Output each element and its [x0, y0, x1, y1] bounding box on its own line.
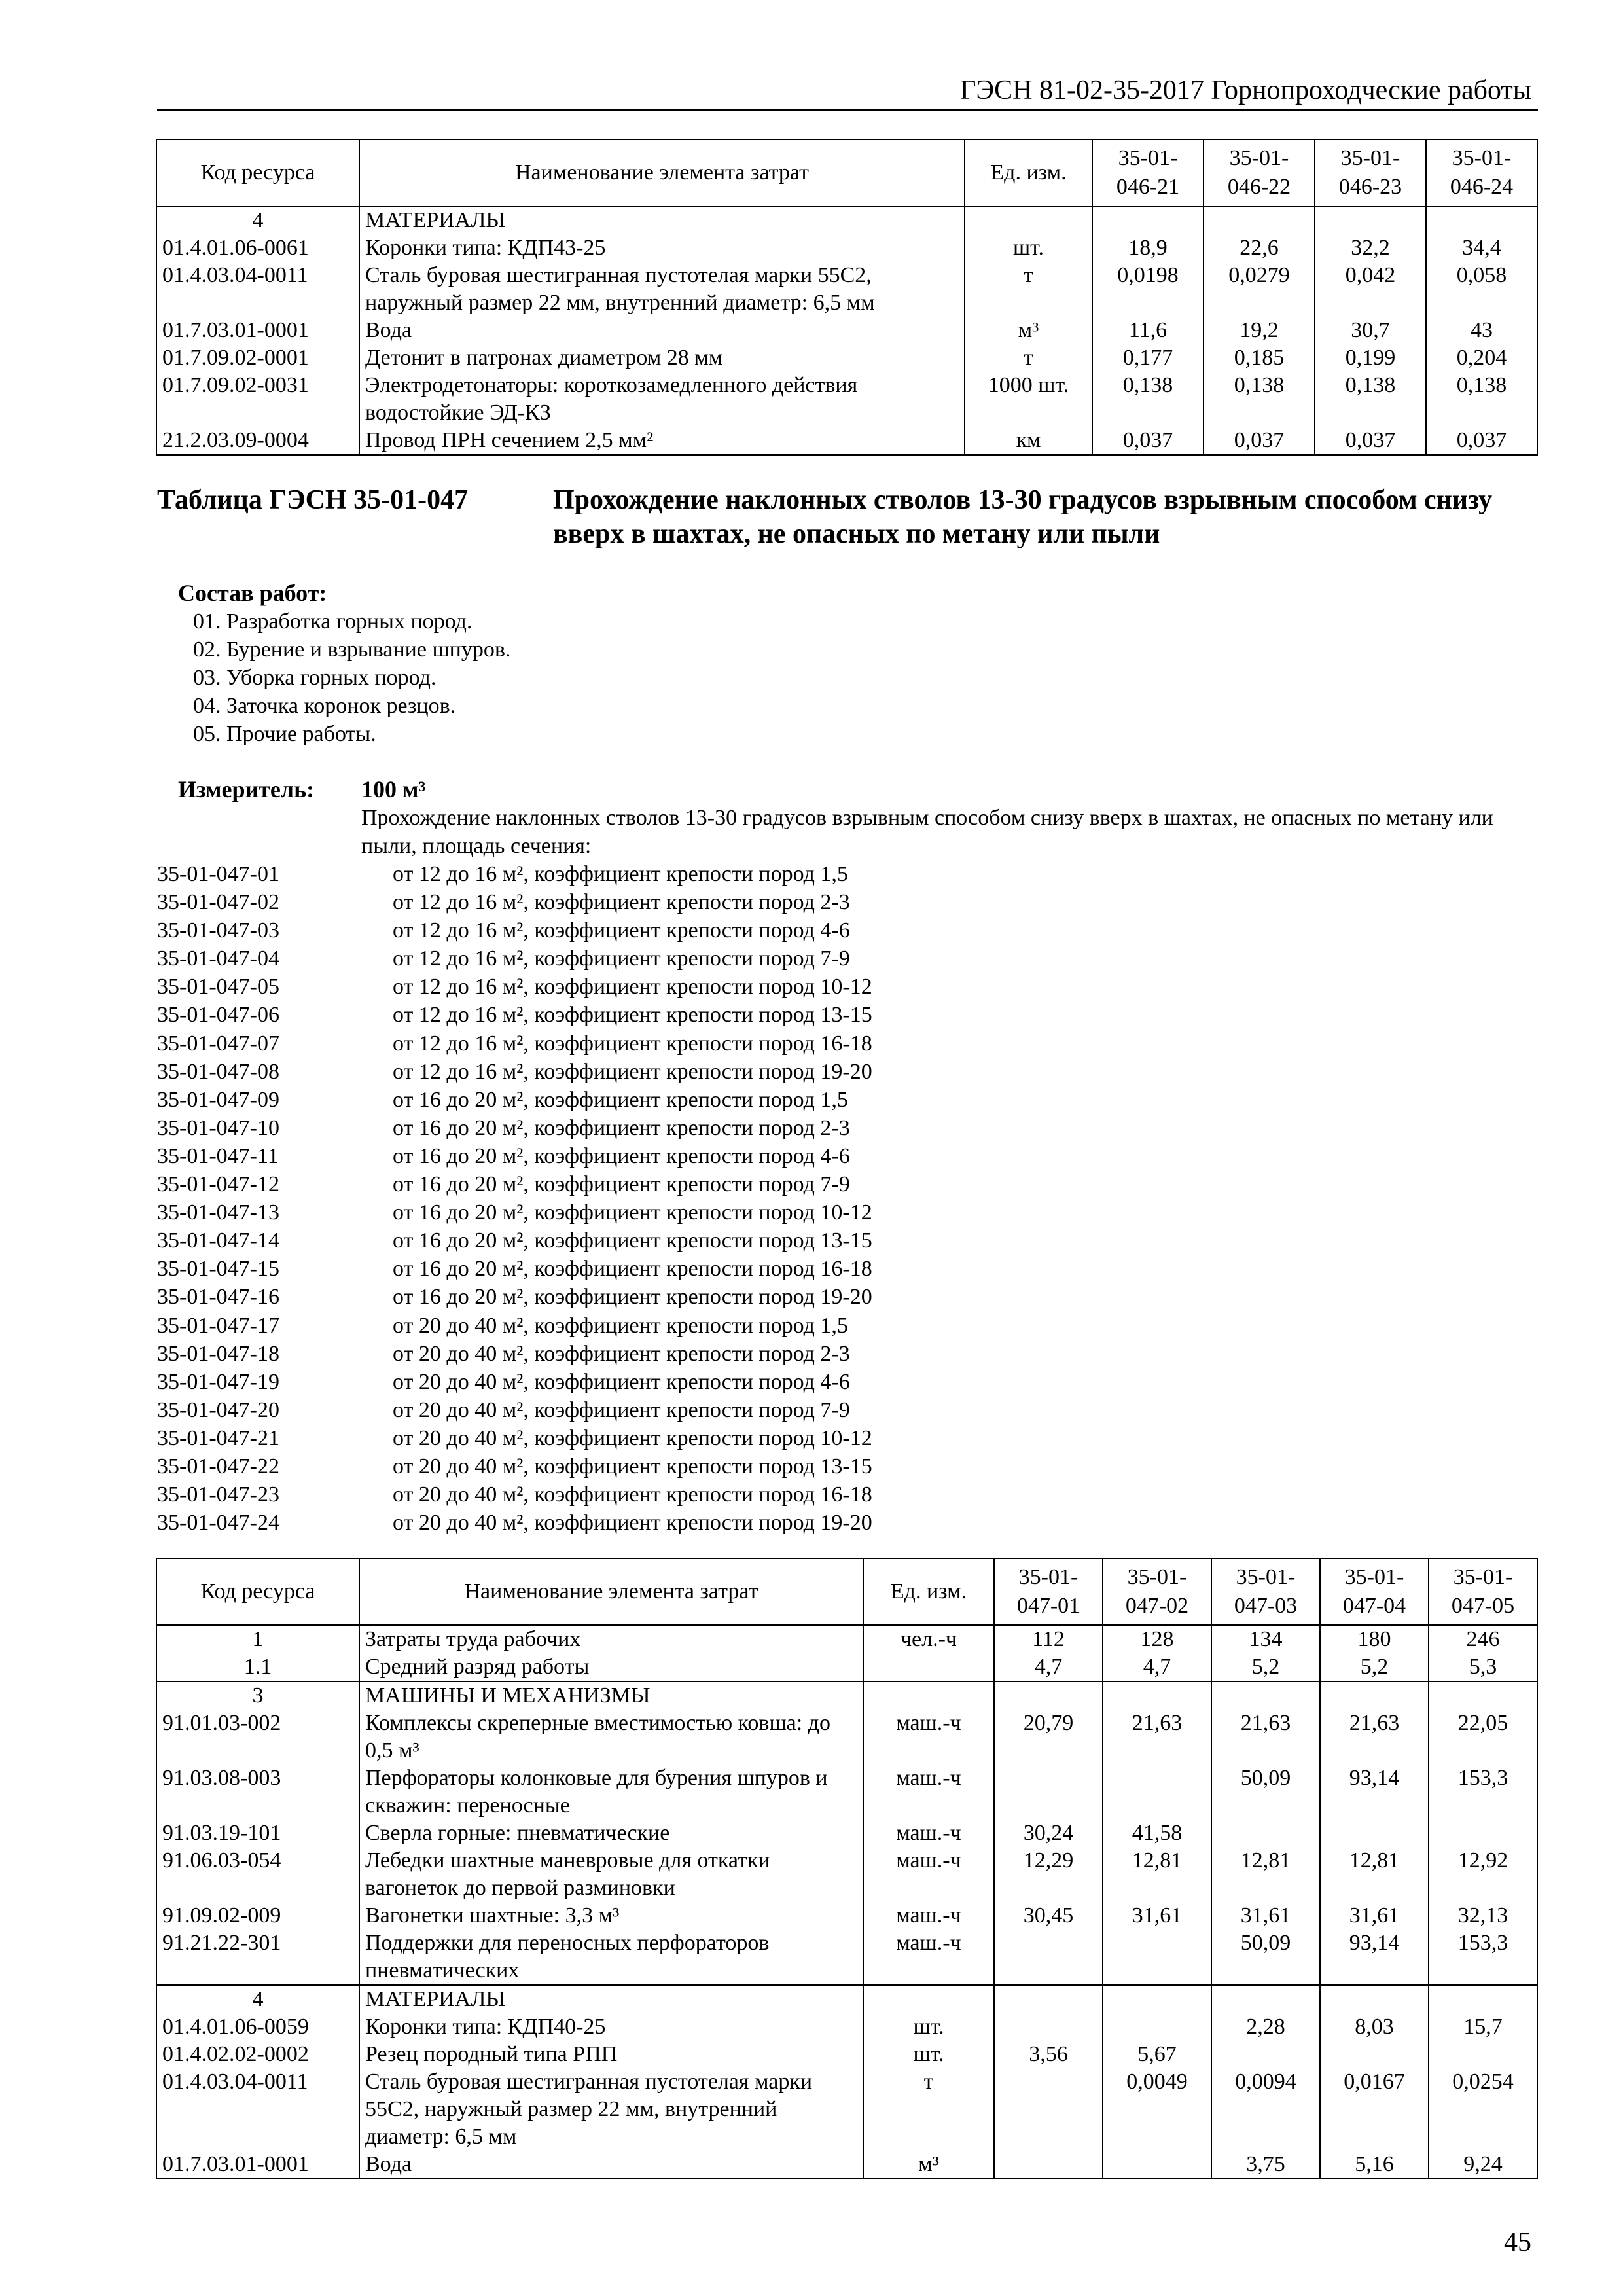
resource-name: Вода [359, 2151, 863, 2179]
resource-name: Детонит в патронах диаметром 28 мм [359, 344, 965, 372]
resource-code: 01.4.01.06-0059 [156, 2013, 359, 2041]
value-cell [994, 1929, 1103, 1985]
norm-item-code: 35-01-047-05 [157, 975, 279, 999]
norm-item-code: 35-01-047-07 [157, 1031, 279, 1056]
value-cell: 21,63 [1103, 1710, 1211, 1765]
works-item: 02. Бурение и взрывание шпуров. [193, 637, 511, 662]
value-cell: 2,28 [1211, 2013, 1320, 2041]
table-row [156, 1902, 1537, 1929]
norm-item-code: 35-01-047-18 [157, 1341, 279, 1366]
value-cell: 12,81 [1320, 1847, 1429, 1902]
value-cell: 128 [1103, 1625, 1211, 1653]
section-code: 3 [156, 1681, 359, 1710]
header-rule [157, 109, 1538, 111]
resource-code: 01.7.09.02-0001 [156, 344, 359, 372]
value-cell: 20,79 [994, 1710, 1103, 1765]
unit-cell [863, 1653, 994, 1681]
empty-cell [965, 206, 1092, 234]
resource-name: Электродетонаторы: короткозамедленного действия водостойкие ЭД-КЗ [359, 372, 965, 427]
unit-cell: шт. [863, 2041, 994, 2068]
empty-cell [863, 1681, 994, 1710]
value-cell [1103, 2013, 1211, 2041]
value-cell: 32,13 [1429, 1902, 1537, 1929]
norm-item [157, 1086, 872, 1114]
page-number: 45 [1504, 2227, 1531, 2257]
running-header: ГЭСН 81-02-35-2017 Горнопроходческие работы [960, 75, 1531, 105]
value-cell: 0,058 [1426, 262, 1537, 317]
value-cell: 0,0049 [1103, 2068, 1211, 2151]
norm-item [157, 1452, 872, 1480]
norm-item [157, 1509, 872, 1537]
table-row [156, 317, 1537, 344]
resource-name: Коронки типа: КДП40-25 [359, 2013, 863, 2041]
value-cell: 12,92 [1429, 1847, 1537, 1902]
norm-item-code: 35-01-047-17 [157, 1313, 279, 1338]
norm-item-code: 35-01-047-11 [157, 1143, 279, 1168]
value-cell: 4,7 [1103, 1653, 1211, 1681]
section-row [156, 1681, 1537, 1710]
works-item: 05. Прочие работы. [193, 722, 376, 746]
norm-items-list [157, 860, 872, 1537]
value-cell: 0,037 [1204, 427, 1315, 455]
value-cell: 0,185 [1204, 344, 1315, 372]
norm-item-code: 35-01-047-23 [157, 1482, 279, 1507]
norm-item-text: от 12 до 16 м², коэффициент крепости пород 2-3 [393, 890, 850, 915]
norm-item [157, 1170, 872, 1198]
value-cell: 134 [1211, 1625, 1320, 1653]
unit-cell: маш.-ч [863, 1765, 994, 1820]
value-cell [1103, 2151, 1211, 2179]
value-cell: 112 [994, 1625, 1103, 1653]
column-header: 35-01- 047-05 [1429, 1558, 1537, 1625]
table-row [156, 372, 1537, 427]
resource-name: Средний разряд работы [359, 1653, 863, 1681]
resource-code: 1.1 [156, 1653, 359, 1681]
works-list [193, 607, 510, 748]
norm-item-code: 35-01-047-13 [157, 1200, 279, 1225]
column-header: 35-01- 046-21 [1092, 139, 1204, 206]
empty-cell [1429, 1985, 1537, 2013]
column-header: 35-01- 046-23 [1315, 139, 1426, 206]
column-header: Наименование элемента затрат [359, 1558, 863, 1625]
unit-cell: чел.-ч [863, 1625, 994, 1653]
value-cell: 18,9 [1092, 234, 1204, 262]
resource-code: 91.01.03-002 [156, 1710, 359, 1765]
empty-cell [1426, 206, 1537, 234]
value-cell: 11,6 [1092, 317, 1204, 344]
empty-cell [1092, 206, 1204, 234]
value-cell [994, 2151, 1103, 2179]
value-cell [1429, 1820, 1537, 1847]
norm-item-code: 35-01-047-24 [157, 1511, 279, 1535]
norm-item [157, 1142, 872, 1170]
empty-cell [1320, 1681, 1429, 1710]
resource-code: 01.7.03.01-0001 [156, 317, 359, 344]
value-cell [1103, 1929, 1211, 1985]
column-header: 35-01- 046-24 [1426, 139, 1537, 206]
section-row [156, 1985, 1537, 2013]
column-header: Код ресурса [156, 1558, 359, 1625]
norm-item-code: 35-01-047-08 [157, 1059, 279, 1084]
works-item: 04. Заточка коронок резцов. [193, 694, 456, 718]
meter-value: 100 м³ [361, 776, 426, 802]
value-cell: 180 [1320, 1625, 1429, 1653]
section-title: МАТЕРИАЛЫ [359, 1985, 863, 2013]
value-cell: 30,45 [994, 1902, 1103, 1929]
resource-name: Резец породный типа РПП [359, 2041, 863, 2068]
resource-name: Лебедки шахтные маневровые для откатки вагонеток до первой разминовки [359, 1847, 863, 1902]
table-row [156, 2068, 1537, 2151]
resource-code: 01.4.03.04-0011 [156, 2068, 359, 2151]
value-cell: 5,16 [1320, 2151, 1429, 2179]
value-cell: 5,3 [1429, 1653, 1537, 1681]
norm-item-text: от 12 до 16 м², коэффициент крепости пород 13-15 [393, 1003, 872, 1028]
value-cell: 0,042 [1315, 262, 1426, 317]
column-header: 35-01- 047-04 [1320, 1558, 1429, 1625]
unit-cell: маш.-ч [863, 1847, 994, 1902]
value-cell: 31,61 [1211, 1902, 1320, 1929]
norm-item-text: от 20 до 40 м², коэффициент крепости пород 13-15 [393, 1454, 872, 1479]
unit-cell: т [863, 2068, 994, 2151]
resource-code: 91.06.03-054 [156, 1847, 359, 1902]
column-header: 35-01- 046-22 [1204, 139, 1315, 206]
norm-item-text: от 16 до 20 м², коэффициент крепости пород 16-18 [393, 1257, 872, 1282]
norm-item [157, 1480, 872, 1509]
value-cell: 0,204 [1426, 344, 1537, 372]
value-cell [1211, 1820, 1320, 1847]
unit-cell: 1000 шт. [965, 372, 1092, 427]
table-header-row [156, 139, 1537, 206]
resource-code: 91.21.22-301 [156, 1929, 359, 1985]
table-row [156, 1625, 1537, 1653]
norm-item-text: от 20 до 40 м², коэффициент крепости пород 4-6 [393, 1369, 850, 1394]
value-cell: 22,6 [1204, 234, 1315, 262]
resource-code: 91.09.02-009 [156, 1902, 359, 1929]
empty-cell [863, 1985, 994, 2013]
unit-cell: маш.-ч [863, 1820, 994, 1847]
column-header: Наименование элемента затрат [359, 139, 965, 206]
resource-code: 91.03.19-101 [156, 1820, 359, 1847]
norm-item [157, 973, 872, 1001]
norm-item-text: от 16 до 20 м², коэффициент крепости пород 7-9 [393, 1172, 850, 1197]
norm-item-text: от 20 до 40 м², коэффициент крепости пород 2-3 [393, 1341, 850, 1366]
column-header: Ед. изм. [965, 139, 1092, 206]
table-header-row [156, 1558, 1537, 1625]
column-header: Код ресурса [156, 139, 359, 206]
table-title: Таблица ГЭСН 35-01-047 [157, 485, 469, 515]
value-cell [1320, 1820, 1429, 1847]
resource-code: 01.7.03.01-0001 [156, 2151, 359, 2179]
unit-cell: маш.-ч [863, 1929, 994, 1985]
value-cell: 0,138 [1315, 372, 1426, 427]
value-cell [994, 1765, 1103, 1820]
norm-item-code: 35-01-047-03 [157, 918, 279, 943]
table-row [156, 262, 1537, 317]
value-cell: 153,3 [1429, 1765, 1537, 1820]
resource-name: Сталь буровая шестигранная пустотелая марки 55С2, наружный размер 22 мм, внутренний диаметр: 6,5 мм [359, 262, 965, 317]
empty-cell [1211, 1681, 1320, 1710]
unit-cell: шт. [863, 2013, 994, 2041]
column-header: 35-01- 047-03 [1211, 1558, 1320, 1625]
resource-name: Коронки типа: КДП43-25 [359, 234, 965, 262]
resource-name: Провод ПРН сечением 2,5 мм² [359, 427, 965, 455]
norm-item-text: от 16 до 20 м², коэффициент крепости пород 19-20 [393, 1285, 872, 1310]
value-cell: 4,7 [994, 1653, 1103, 1681]
column-header: Ед. изм. [863, 1558, 994, 1625]
norm-item-code: 35-01-047-04 [157, 946, 279, 971]
norm-item-code: 35-01-047-06 [157, 1003, 279, 1028]
table-row [156, 2041, 1537, 2068]
norm-item-code: 35-01-047-21 [157, 1426, 279, 1450]
meter-description: Прохождение наклонных стволов 13-30 градусов взрывным способом снизу вверх в шахтах, не опасных по метану или пыли, площадь сечения: [361, 806, 1493, 858]
unit-cell: км [965, 427, 1092, 455]
value-cell: 0,037 [1315, 427, 1426, 455]
value-cell: 0,0254 [1429, 2068, 1537, 2151]
value-cell: 21,63 [1320, 1710, 1429, 1765]
norm-item-text: от 20 до 40 м², коэффициент крепости пород 19-20 [393, 1511, 872, 1535]
norm-item [157, 1424, 872, 1452]
works-item: 01. Разработка горных пород. [193, 609, 473, 634]
norm-item-code: 35-01-047-20 [157, 1397, 279, 1422]
value-cell: 0,0279 [1204, 262, 1315, 317]
table-row [156, 234, 1537, 262]
value-cell: 0,0094 [1211, 2068, 1320, 2151]
value-cell [994, 2068, 1103, 2151]
value-cell: 50,09 [1211, 1929, 1320, 1985]
resource-name: Сверла горные: пневматические [359, 1820, 863, 1847]
resource-code: 01.4.03.04-0011 [156, 262, 359, 317]
norm-item-text: от 16 до 20 м², коэффициент крепости пород 2-3 [393, 1115, 850, 1140]
value-cell: 30,24 [994, 1820, 1103, 1847]
norm-item [157, 1198, 872, 1227]
norm-item [157, 1030, 872, 1058]
unit-cell: м³ [965, 317, 1092, 344]
section-code: 4 [156, 206, 359, 234]
resource-name: Поддержки для переносных перфораторов пневматических [359, 1929, 863, 1985]
value-cell: 21,63 [1211, 1710, 1320, 1765]
norm-item-text: от 16 до 20 м², коэффициент крепости пород 13-15 [393, 1229, 872, 1253]
table-row [156, 1765, 1537, 1820]
norm-item-code: 35-01-047-22 [157, 1454, 279, 1479]
value-cell: 93,14 [1320, 1765, 1429, 1820]
norm-item-code: 35-01-047-19 [157, 1369, 279, 1394]
value-cell: 0,177 [1092, 344, 1204, 372]
table-row [156, 1653, 1537, 1681]
resource-name: Вагонетки шахтные: 3,3 м³ [359, 1902, 863, 1929]
norm-item-text: от 16 до 20 м², коэффициент крепости пород 1,5 [393, 1087, 848, 1112]
norm-item-text: от 20 до 40 м², коэффициент крепости пород 16-18 [393, 1482, 872, 1507]
norm-item-text: от 20 до 40 м², коэффициент крепости пород 7-9 [393, 1397, 850, 1422]
materials-table-046 [156, 139, 1538, 456]
table-caption: Прохождение наклонных стволов 13-30 градусов взрывным способом снизу вверх в шахтах, не опасных по метану или пыли [553, 485, 1493, 549]
value-cell: 0,138 [1204, 372, 1315, 427]
norm-item [157, 1001, 872, 1029]
value-cell: 31,61 [1320, 1902, 1429, 1929]
empty-cell [1204, 206, 1315, 234]
value-cell: 0,138 [1092, 372, 1204, 427]
empty-cell [994, 1681, 1103, 1710]
empty-cell [1320, 1985, 1429, 2013]
value-cell: 0,037 [1092, 427, 1204, 455]
section-title: МАТЕРИАЛЫ [359, 206, 965, 234]
norm-item [157, 1114, 872, 1142]
section-title: МАШИНЫ И МЕХАНИЗМЫ [359, 1681, 863, 1710]
meter-label: Измеритель: [178, 776, 315, 802]
column-header: 35-01- 047-02 [1103, 1558, 1211, 1625]
norm-item-code: 35-01-047-02 [157, 890, 279, 915]
value-cell: 5,2 [1211, 1653, 1320, 1681]
norm-item-text: от 20 до 40 м², коэффициент крепости пород 10-12 [393, 1426, 872, 1450]
table-row [156, 1929, 1537, 1985]
value-cell: 3,75 [1211, 2151, 1320, 2179]
value-cell: 3,56 [994, 2041, 1103, 2068]
norm-item-code: 35-01-047-14 [157, 1229, 279, 1253]
resource-name: Перфораторы колонковые для бурения шпуров и скважин: переносные [359, 1765, 863, 1820]
norm-item-text: от 12 до 16 м², коэффициент крепости пород 1,5 [393, 862, 848, 886]
table-row [156, 1710, 1537, 1765]
value-cell: 5,67 [1103, 2041, 1211, 2068]
section-code: 4 [156, 1985, 359, 2013]
norm-item-text: от 12 до 16 м², коэффициент крепости пород 7-9 [393, 946, 850, 971]
table-row [156, 2013, 1537, 2041]
table-row [156, 427, 1537, 455]
norm-item-code: 35-01-047-15 [157, 1257, 279, 1282]
resources-table-047 [156, 1558, 1538, 2179]
resource-code: 01.4.01.06-0061 [156, 234, 359, 262]
norm-item [157, 888, 872, 916]
resource-code: 01.4.02.02-0002 [156, 2041, 359, 2068]
value-cell: 12,81 [1103, 1847, 1211, 1902]
resource-name: Сталь буровая шестигранная пустотелая марки 55С2, наружный размер 22 мм, внутренний диаметр: 6,5 мм [359, 2068, 863, 2151]
value-cell: 153,3 [1429, 1929, 1537, 1985]
table-row [156, 344, 1537, 372]
resource-code: 91.03.08-003 [156, 1765, 359, 1820]
norm-item [157, 1368, 872, 1396]
resource-name: Затраты труда рабочих [359, 1625, 863, 1653]
norm-item-text: от 12 до 16 м², коэффициент крепости пород 16-18 [393, 1031, 872, 1056]
unit-cell: маш.-ч [863, 1710, 994, 1765]
works-title: Состав работ: [178, 580, 327, 606]
table-row [156, 1847, 1537, 1902]
empty-cell [1429, 1681, 1537, 1710]
value-cell: 0,199 [1315, 344, 1426, 372]
empty-cell [1103, 1681, 1211, 1710]
norm-item [157, 860, 872, 888]
unit-cell: маш.-ч [863, 1902, 994, 1929]
norm-item-code: 35-01-047-16 [157, 1285, 279, 1310]
unit-cell: м³ [863, 2151, 994, 2179]
empty-cell [1315, 206, 1426, 234]
norm-item [157, 1283, 872, 1311]
value-cell: 93,14 [1320, 1929, 1429, 1985]
norm-item [157, 1312, 872, 1340]
norm-item-code: 35-01-047-01 [157, 862, 279, 886]
unit-cell: т [965, 344, 1092, 372]
value-cell: 30,7 [1315, 317, 1426, 344]
value-cell: 34,4 [1426, 234, 1537, 262]
norm-item-code: 35-01-047-09 [157, 1087, 279, 1112]
value-cell [1429, 2041, 1537, 2068]
norm-item-code: 35-01-047-10 [157, 1115, 279, 1140]
value-cell: 0,138 [1426, 372, 1537, 427]
unit-cell: шт. [965, 234, 1092, 262]
norm-item-text: от 20 до 40 м², коэффициент крепости пород 1,5 [393, 1313, 848, 1338]
value-cell: 32,2 [1315, 234, 1426, 262]
norm-item-text: от 12 до 16 м², коэффициент крепости пород 10-12 [393, 975, 872, 999]
resource-code: 1 [156, 1625, 359, 1653]
column-header: 35-01- 047-01 [994, 1558, 1103, 1625]
norm-item-text: от 12 до 16 м², коэффициент крепости пород 4-6 [393, 918, 850, 943]
value-cell: 41,58 [1103, 1820, 1211, 1847]
value-cell: 246 [1429, 1625, 1537, 1653]
norm-item-text: от 16 до 20 м², коэффициент крепости пород 4-6 [393, 1143, 850, 1168]
norm-item [157, 1058, 872, 1086]
value-cell [1211, 2041, 1320, 2068]
value-cell: 0,037 [1426, 427, 1537, 455]
value-cell: 9,24 [1429, 2151, 1537, 2179]
norm-item [157, 1255, 872, 1283]
empty-cell [1211, 1985, 1320, 2013]
value-cell [1103, 1765, 1211, 1820]
value-cell: 5,2 [1320, 1653, 1429, 1681]
empty-cell [994, 1985, 1103, 2013]
norm-item-text: от 12 до 16 м², коэффициент крепости пород 19-20 [393, 1059, 872, 1084]
value-cell: 8,03 [1320, 2013, 1429, 2041]
norm-item [157, 1396, 872, 1424]
value-cell: 31,61 [1103, 1902, 1211, 1929]
norm-item [157, 944, 872, 973]
norm-item [157, 1227, 872, 1255]
value-cell [1320, 2041, 1429, 2068]
resource-name: Комплексы скреперные вместимостью ковша: до 0,5 м³ [359, 1710, 863, 1765]
value-cell: 15,7 [1429, 2013, 1537, 2041]
table-row [156, 2151, 1537, 2179]
value-cell: 12,81 [1211, 1847, 1320, 1902]
value-cell: 12,29 [994, 1847, 1103, 1902]
empty-cell [1103, 1985, 1211, 2013]
value-cell: 19,2 [1204, 317, 1315, 344]
unit-cell: т [965, 262, 1092, 317]
norm-item-text: от 16 до 20 м², коэффициент крепости пород 10-12 [393, 1200, 872, 1225]
value-cell: 0,0198 [1092, 262, 1204, 317]
norm-item [157, 916, 872, 944]
value-cell [994, 2013, 1103, 2041]
resource-code: 21.2.03.09-0004 [156, 427, 359, 455]
table-row [156, 1820, 1537, 1847]
value-cell: 0,0167 [1320, 2068, 1429, 2151]
works-item: 03. Уборка горных пород. [193, 666, 437, 690]
resource-code: 01.7.09.02-0031 [156, 372, 359, 427]
norm-item [157, 1340, 872, 1368]
value-cell: 22,05 [1429, 1710, 1537, 1765]
norm-item-code: 35-01-047-12 [157, 1172, 279, 1197]
section-row [156, 206, 1537, 234]
value-cell: 50,09 [1211, 1765, 1320, 1820]
value-cell: 43 [1426, 317, 1537, 344]
resource-name: Вода [359, 317, 965, 344]
